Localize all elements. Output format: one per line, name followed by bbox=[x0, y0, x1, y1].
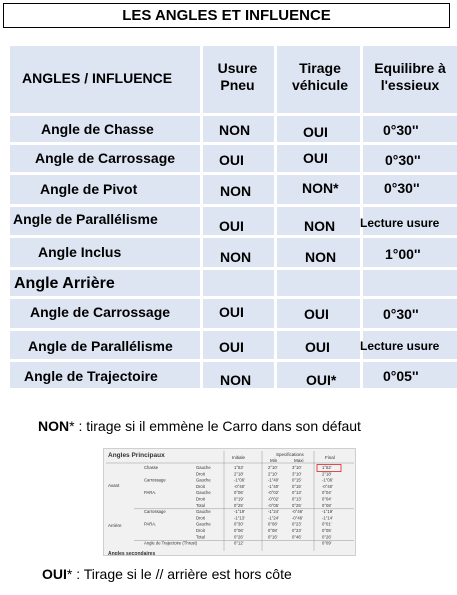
scan-row-min: 2°10' bbox=[268, 465, 278, 470]
row-divider bbox=[10, 267, 457, 270]
scan-row-final: 0°09' bbox=[322, 540, 332, 546]
scan-col-initiale: Initiale bbox=[232, 455, 246, 460]
row-usure: NON bbox=[220, 372, 252, 388]
scan-row-side: Droit bbox=[196, 528, 205, 533]
scan-row-side: Droit bbox=[196, 471, 205, 477]
scan-row-max: 0°15' bbox=[292, 477, 302, 483]
row-tirage: OUI bbox=[303, 150, 328, 166]
row-divider bbox=[10, 142, 457, 145]
scan-row-final: -1°14' bbox=[322, 515, 333, 521]
row-divider bbox=[10, 113, 457, 116]
scan-row-initiale: 1°53' bbox=[234, 465, 244, 470]
scan-row-max: 3°10' bbox=[292, 471, 302, 477]
row-equilibre: Lecture usure bbox=[360, 216, 440, 230]
scan-row-max: 3°10' bbox=[292, 465, 302, 470]
note-non-text: * : tirage si il emmène le Carro dans son défaut bbox=[69, 418, 361, 434]
scan-row-side: Total bbox=[196, 534, 205, 540]
header-vehicule: véhicule bbox=[291, 77, 349, 93]
scan-row-final: 0°04' bbox=[322, 496, 332, 502]
scan-row-final: 0°04' bbox=[322, 490, 332, 496]
row-angle: Angle de Carrossage bbox=[35, 150, 176, 166]
row-divider bbox=[10, 172, 457, 175]
header-tirage: Tirage bbox=[299, 60, 341, 76]
scan-row-min: 0°16' bbox=[268, 534, 278, 540]
scan-row-final: 2°18' bbox=[322, 471, 332, 477]
scan-row-label: Carrossage bbox=[144, 509, 166, 515]
scan-row-initiale: 2°18' bbox=[234, 471, 244, 477]
scan-row-final: 0°26' bbox=[322, 534, 332, 540]
scan-col-maxi: Maxi bbox=[294, 458, 304, 463]
row-tirage: NON* bbox=[302, 180, 339, 196]
row-usure: NON bbox=[220, 183, 252, 199]
row-equilibre: 0°30'' bbox=[383, 306, 419, 322]
row-angle: Angle de Parallélisme bbox=[13, 211, 158, 227]
header-equilibre: Equilibre à bbox=[374, 60, 446, 76]
note-non bbox=[38, 418, 361, 434]
scan-row-final: 0°05' bbox=[322, 528, 332, 533]
scan-footer: Angles secondaires bbox=[108, 551, 156, 557]
rear-section-title: Angle Arrière bbox=[14, 275, 115, 292]
scan-row-min: -1°40' bbox=[268, 477, 279, 483]
row-usure: OUI bbox=[219, 304, 244, 320]
row-angle: Angle de Trajectoire bbox=[24, 368, 158, 384]
scan-row-side: Droit bbox=[196, 483, 205, 489]
scan-row-min: -1°24' bbox=[268, 509, 279, 515]
scan-row-final: 1°52' bbox=[322, 465, 332, 470]
row-usure: OUI bbox=[219, 339, 244, 355]
scan-row-side: Gauche bbox=[196, 477, 211, 483]
scan-row-final: 0°08' bbox=[322, 502, 332, 508]
row-usure: NON bbox=[220, 249, 252, 265]
row-tirage: OUI bbox=[303, 124, 328, 140]
scan-row-min: -0°05' bbox=[268, 502, 279, 508]
header-pneu: Pneu bbox=[220, 77, 255, 93]
row-equilibre: 1°00'' bbox=[385, 246, 421, 262]
row-equilibre: 0°30'' bbox=[384, 180, 420, 196]
row-equilibre: Lecture usure bbox=[360, 339, 440, 353]
header-essieux: l'essieux bbox=[380, 77, 440, 93]
scan-row-max: 0°23' bbox=[292, 521, 302, 527]
scan-row-side: Droit bbox=[196, 496, 205, 502]
scan-row-initiale: 0°30' bbox=[234, 521, 244, 527]
scan-row-max: -0°46' bbox=[292, 515, 303, 521]
row-usure: NON bbox=[219, 122, 251, 138]
scan-row-max: 0°25' bbox=[292, 502, 302, 508]
header-usure-pneu bbox=[205, 60, 270, 94]
row-divider bbox=[10, 296, 457, 299]
row-equilibre: 0°30'' bbox=[383, 122, 419, 138]
note-non-term: NON bbox=[38, 418, 70, 434]
scan-row-final: -0°40' bbox=[322, 483, 333, 489]
scan-col-final: Final bbox=[325, 455, 335, 460]
scan-row-initiale: 0°12' bbox=[234, 540, 244, 546]
scan-row-side: Gauche bbox=[196, 465, 211, 470]
scan-row-final: 0°01' bbox=[322, 521, 332, 527]
row-divider bbox=[10, 328, 457, 331]
scan-row-initiale: -1°13' bbox=[234, 515, 245, 521]
scan-row-max: 0°13' bbox=[292, 496, 302, 502]
header-tirage-vehicule bbox=[280, 60, 360, 94]
row-tirage: NON bbox=[304, 218, 336, 234]
page-title: LES ANGLES ET INFLUENCE bbox=[3, 3, 450, 28]
row-angle: Angle Inclus bbox=[38, 244, 122, 260]
note-oui bbox=[42, 566, 292, 582]
row-divider bbox=[10, 235, 457, 238]
scan-row-label: Chasse bbox=[144, 465, 159, 470]
scan-row-initiale: 0°25' bbox=[234, 502, 244, 508]
scan-title: Angles Principaux bbox=[108, 452, 165, 459]
scan-row-initiale: 0°06' bbox=[234, 490, 244, 496]
scan-row-side: Total bbox=[196, 502, 205, 508]
scan-row-min: -0°02' bbox=[268, 496, 279, 502]
row-angle: Angle de Carrossage bbox=[30, 304, 171, 320]
note-oui-text: * : Tirage si le // arrière est hors côte bbox=[66, 566, 292, 582]
scan-row-side: Gauche bbox=[196, 521, 211, 527]
scan-row-label: Carrossage bbox=[144, 477, 166, 483]
row-equilibre: 0°05'' bbox=[383, 368, 419, 384]
header-usure: Usure bbox=[217, 60, 258, 76]
scan-row-initiale: -0°40' bbox=[234, 483, 245, 489]
row-usure: OUI bbox=[219, 218, 244, 234]
scan-row-side: Gauche bbox=[196, 509, 211, 515]
scan-row-final: -1°19' bbox=[322, 509, 333, 515]
row-divider bbox=[10, 359, 457, 362]
scan-row-initiale: 0°19' bbox=[234, 496, 244, 502]
scan-row-min: 0°08' bbox=[268, 528, 278, 533]
scan-row-label: PARA. bbox=[144, 490, 157, 496]
row-equilibre: 0°30'' bbox=[385, 152, 421, 168]
scan-row-min: -0°02' bbox=[268, 490, 279, 496]
scan-row-initiale: 0°06' bbox=[234, 528, 244, 533]
row-tirage: OUI* bbox=[306, 372, 337, 388]
scan-row-max: 0°13' bbox=[292, 490, 302, 496]
scan-row-max: -0°46' bbox=[292, 509, 303, 515]
alignment-report-scan bbox=[103, 448, 356, 556]
scan-row-label: PARA. bbox=[144, 521, 157, 527]
scan-row-initiale: -1°06' bbox=[234, 477, 245, 483]
scan-col-min: Min bbox=[270, 458, 278, 463]
alignment-report-table bbox=[104, 449, 356, 556]
scan-row-max: 0°23' bbox=[292, 528, 302, 533]
header-equilibre-essieux bbox=[365, 60, 455, 94]
header-angles-influence: ANGLES / INFLUENCE bbox=[22, 70, 173, 86]
scan-row-min: 0°08' bbox=[268, 521, 278, 527]
scan-row-max: 0°46' bbox=[292, 534, 302, 540]
row-angle: Angle de Pivot bbox=[40, 181, 138, 197]
scan-row-min: -1°24' bbox=[268, 515, 279, 521]
column-divider bbox=[200, 46, 203, 388]
scan-row-final: -1°06' bbox=[322, 477, 333, 483]
angles-table bbox=[10, 46, 457, 388]
scan-row-min: 2°10' bbox=[268, 471, 278, 477]
row-divider bbox=[10, 204, 457, 207]
note-oui-term: OUI bbox=[42, 566, 67, 582]
scan-row-max: 0°15' bbox=[292, 483, 302, 489]
row-tirage: OUI bbox=[305, 339, 330, 355]
scan-group-avant: Avant bbox=[108, 483, 120, 488]
scan-col-specifications: Specifications bbox=[276, 452, 304, 457]
scan-row-initiale: 0°26' bbox=[234, 534, 244, 540]
scan-row-label: Angle de Trajectoire (Thrust) bbox=[144, 540, 198, 546]
scan-row-side: Gauche bbox=[196, 490, 211, 496]
column-divider bbox=[274, 46, 277, 388]
row-tirage: NON bbox=[305, 249, 337, 265]
row-angle: Angle de Parallélisme bbox=[28, 338, 173, 354]
scan-row-initiale: -1°19' bbox=[234, 509, 245, 515]
scan-row-side: Droit bbox=[196, 515, 205, 521]
row-tirage: OUI bbox=[304, 306, 329, 322]
scan-group-arriere: Arrière bbox=[108, 523, 122, 528]
scan-row-min: -1°40' bbox=[268, 483, 279, 489]
row-usure: OUI bbox=[219, 152, 244, 168]
row-angle: Angle de Chasse bbox=[41, 121, 154, 137]
